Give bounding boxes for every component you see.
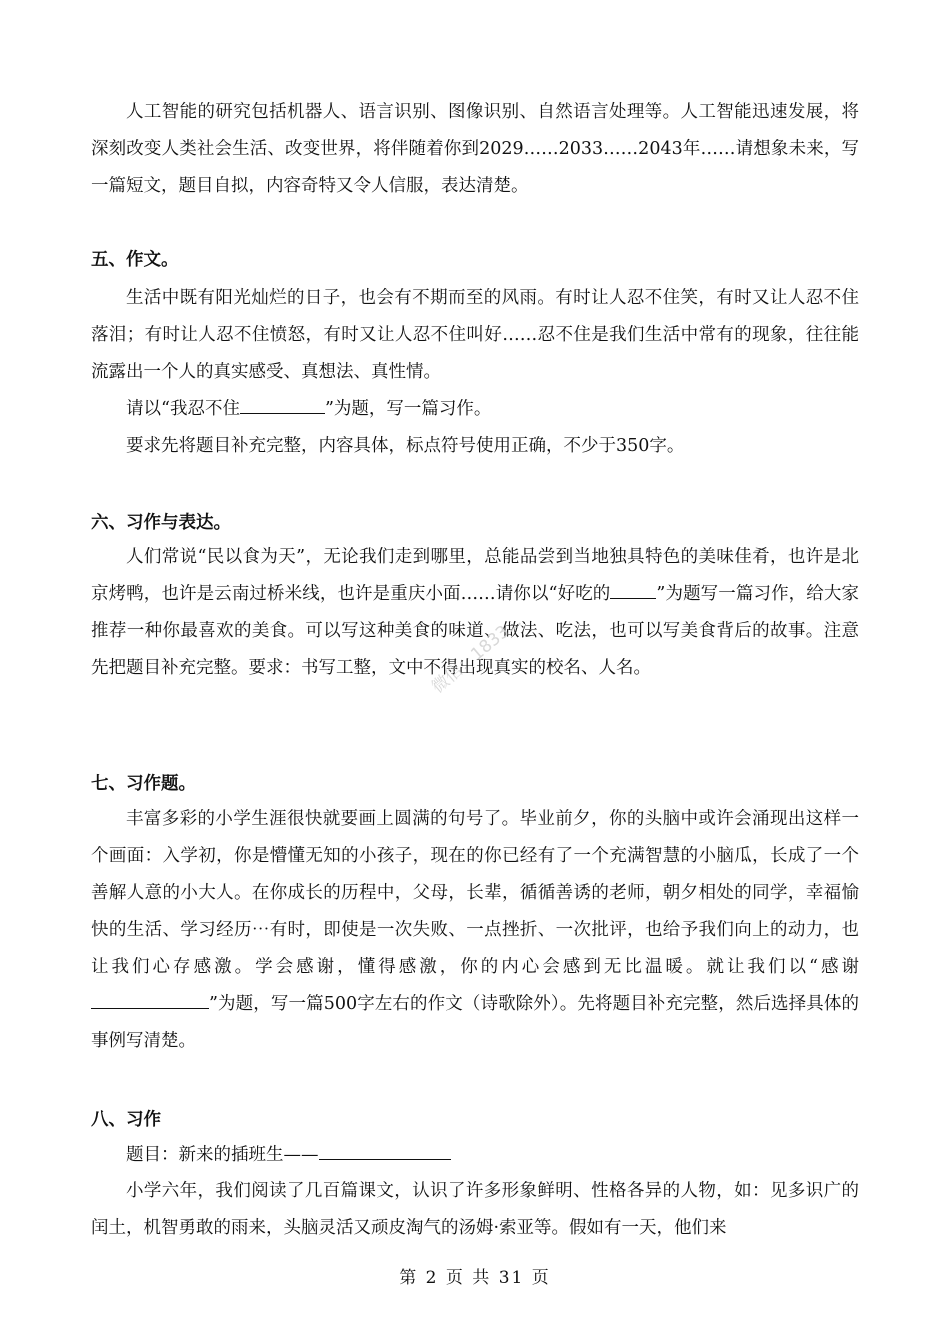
section-5-heading: 五、作文。	[91, 250, 179, 270]
section-5-paragraph-1: 生活中既有阳光灿烂的日子，也会有不期而至的风雨。有时让人忍不住笑，有时又让人忍不住落泪；有时让人忍不住愤怒，有时又让人忍不住叫好……忍不住是我们生活中常有的现象，往往能流露出一个人的真实感受、真想法、真性情。	[91, 288, 859, 382]
watermark: 微信：1833...	[428, 611, 526, 698]
page-footer: 第 2 页 共 31 页	[399, 1268, 551, 1288]
section-5-prompt-start: 请以“我忍不住	[126, 399, 240, 419]
section-7-heading: 七、习作题。	[91, 774, 196, 794]
section-7-text-start: 丰富多彩的小学生涯很快就要画上圆满的句号了。毕业前夕，你的头脑中或许会涌现出这样一个画面：入学初，你是懵懂无知的小孩子，现在的你已经有了一个充满智慧的小脑瓜，长成了一个善解人意的小大人。在你成长的历程中，父母，长辈，循循善诱的老师，朝夕相处的同学，幸福愉快的生活、学习经历⋯有时，即使是一次失败、一点挫折、一次批评，也给予我们向上的动力，也让我们心存感激。学会感谢，懂得感激，你的内心会感到无比温暖。就让我们以“感谢	[91, 809, 859, 977]
section-5-requirements: 要求先将题目补充完整，内容具体，标点符号使用正确，不少于350字。	[126, 436, 685, 456]
title-blank	[610, 580, 656, 599]
section-6-text-start: 人们常说“民以食为天”，无论我们走到哪里，总能品尝到当地独具特色的美味佳肴，也许是北京烤鸭，也许是云南过桥米线，也许是重庆小面……请你以“好吃的	[91, 547, 859, 604]
section-8-paragraph: 小学六年，我们阅读了几百篇课文，认识了许多形象鲜明、性格各异的人物，如：见多识广的闰土，机智勇敢的雨来，头脑灵活又顽皮淘气的汤姆·索亚等。假如有一天，他们来	[91, 1181, 859, 1238]
section-5-paragraph-2	[91, 391, 859, 428]
section-5-prompt-end: ”为题，写一篇习作。	[324, 399, 492, 419]
section-7-text-end: ”为题，写一篇500字左右的作文（诗歌除外）。先将题目补充完整，然后选择具体的事例写清楚。	[91, 994, 859, 1051]
title-blank	[91, 990, 209, 1009]
section-8-heading: 八、习作	[91, 1110, 161, 1130]
intro-paragraph: 人工智能的研究包括机器人、语言识别、图像识别、自然语言处理等。人工智能迅速发展，将深刻改变人类社会生活、改变世界，将伴随着你到2029……2033……2043年……请想象未来，写一篇短文，题目自拟，内容奇特又令人信服，表达清楚。	[91, 102, 859, 196]
section-7-paragraph	[91, 801, 859, 1060]
section-8-title-text: 题目：新来的插班生——	[126, 1145, 319, 1165]
section-6-heading: 六、习作与表达。	[91, 513, 231, 533]
title-blank	[240, 395, 325, 414]
title-blank	[319, 1141, 451, 1160]
section-6-text-end: ”为题写一篇习作，给大家推荐一种你最喜欢的美食。可以写这种美食的味道、做法、吃法，也可以写美食背后的故事。注意先把题目补充完整。要求：书写工整，文中不得出现真实的校名、人名。	[91, 584, 859, 678]
section-8-title-line	[91, 1137, 859, 1174]
